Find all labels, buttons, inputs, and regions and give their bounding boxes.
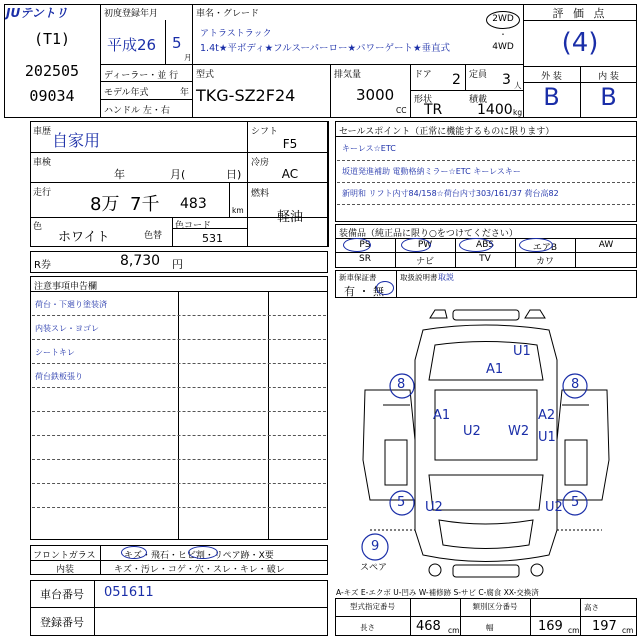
length: 468: [416, 619, 441, 634]
mileage-label: 走行: [33, 188, 52, 198]
type-value: TKG-SZ2F24: [196, 86, 296, 105]
equip-sr: SR: [359, 254, 371, 264]
abs-circle: [459, 238, 493, 252]
width-label: 幅: [486, 623, 494, 632]
capacity: 3: [502, 72, 511, 88]
chassis-label: 車台番号: [40, 588, 84, 601]
shift-label: シフト: [251, 127, 279, 137]
rating-score: (4): [561, 28, 599, 58]
equip-navi: ナビ: [415, 257, 434, 267]
interior-label-row: 内装: [55, 565, 74, 575]
lot-number: 09034: [29, 87, 75, 105]
warranty-value: 有 ・ 無: [344, 285, 384, 298]
equip-ps: PS: [359, 240, 371, 250]
manual: 取説: [438, 273, 454, 282]
yen-unit: 円: [172, 258, 183, 271]
month-unit: 月: [184, 53, 192, 62]
color-change-label: 色替: [144, 231, 163, 241]
height-label: 高さ: [584, 603, 599, 612]
usage-label: 車歴: [33, 127, 52, 137]
sales-point-1: キーレス☆ETC: [342, 144, 396, 153]
km-unit: km: [232, 206, 244, 215]
sales-points-title: セールスポイント（正常に機能するものに限ります）: [339, 127, 555, 137]
length-label: 長さ: [360, 623, 375, 632]
ps-circle: [343, 238, 371, 252]
pw-circle: [401, 238, 431, 252]
equip-leather: カワ: [535, 257, 554, 267]
airbag-circle: [519, 238, 553, 252]
height: 197: [592, 619, 617, 634]
damage-5-left: 5: [397, 495, 406, 510]
dealer-label: ディーラー・並 行: [104, 71, 179, 81]
damage-w2: W2: [508, 424, 530, 439]
damage-8-left: 8: [397, 377, 406, 392]
capacity-unit: 人: [514, 81, 522, 90]
note-1: 荷台・下廻り塗装済: [35, 300, 107, 309]
hibi-circle: [188, 546, 218, 559]
model-year-label: モデル年式: [104, 88, 149, 98]
damage-u2-left: U2: [425, 500, 443, 515]
shape: TR: [424, 102, 443, 118]
shift: F5: [282, 137, 298, 151]
inspection-label: 車検: [33, 158, 52, 168]
windshield-label: フロントガラス: [33, 551, 96, 561]
color-code: 531: [202, 232, 223, 245]
note-2: 内装スレ・ヨゴレ: [35, 324, 99, 333]
recycle: 8,730: [120, 253, 161, 269]
damage-u2-right: U2: [545, 500, 563, 515]
recycle-label: R券: [34, 260, 51, 271]
first-reg-label: 初度登録年月: [104, 9, 159, 19]
damage-a2: A2: [538, 408, 556, 423]
interior-label: 内 装: [598, 72, 619, 82]
displacement-label: 排気量: [334, 70, 362, 80]
date-code: 202505: [24, 62, 80, 80]
fuel-label: 燃料: [251, 189, 270, 199]
handle-label: ハンドル 左・右: [104, 106, 170, 116]
notes-title: 注意事項申告欄: [34, 282, 98, 292]
damage-5-right: 5: [571, 495, 580, 510]
rating-title: 評 価 点: [552, 7, 608, 20]
color: ホワイト: [58, 230, 110, 245]
spare-label: スペア: [360, 563, 388, 573]
usage: 自家用: [52, 131, 101, 150]
note-3: シートキレ: [35, 348, 75, 357]
equip-pw: PW: [417, 240, 433, 250]
windshield-value: キズ・飛石・ヒビ割・リペア跡・X要: [124, 551, 274, 561]
warranty-circle: [376, 281, 394, 295]
color-code-label: 色コード: [175, 221, 212, 231]
dot: ・: [499, 30, 507, 39]
interior-value: キズ・汚レ・コゲ・穴・スレ・キレ・破レ: [114, 565, 285, 575]
width-unit: cm: [568, 626, 580, 635]
type-label: 型式: [196, 70, 215, 80]
damage-u1-top: U1: [513, 344, 531, 359]
exterior-rating: B: [543, 83, 560, 111]
warranty-label: 新車保証書: [339, 273, 377, 282]
logo: JUテントリ: [6, 6, 68, 20]
car-name: アトラストラック: [200, 29, 272, 39]
mileage-man: 8万: [90, 194, 120, 215]
ac: AC: [281, 167, 299, 181]
cert-label: 型式指定番号: [350, 602, 395, 611]
sales-point-2: 坂道発進補助 電動格納ミラー☆ETC キーレスキー: [342, 167, 521, 176]
car-name-label: 車名・グレード: [196, 9, 260, 19]
grade: 1.4t★平ボディ★フルスーパーロー★パワーゲート★垂直式: [200, 43, 451, 54]
damage-9-spare: 9: [371, 539, 380, 554]
damage-8-right: 8: [571, 377, 580, 392]
month: 5: [172, 34, 182, 52]
cc-unit: CC: [396, 106, 407, 115]
damage-legend: A-キズ E-エクボ U-凹み W-補修跡 S-サビ C-腐食 XX-交換済: [336, 588, 539, 597]
vehicle-diagram: [335, 300, 637, 590]
fuel: 軽油: [276, 210, 303, 225]
drive-4wd: 4WD: [492, 42, 514, 52]
damage-a1-side: A1: [433, 408, 451, 423]
damage-u2-mid: U2: [463, 424, 481, 439]
damage-a1-top: A1: [486, 362, 504, 377]
year-unit: 年: [180, 88, 190, 98]
capacity-label: 定員: [469, 70, 488, 80]
equip-tv: TV: [479, 254, 491, 264]
mileage-sen: 7千: [130, 194, 160, 215]
interior-rating: B: [600, 83, 617, 111]
inspection-month-unit: 月(: [170, 168, 186, 181]
mileage-rest: 483: [180, 196, 207, 212]
manual-label: 取扱説明書: [400, 273, 438, 282]
damage-u1-side: U1: [538, 430, 556, 445]
era: 平成26: [107, 36, 157, 54]
inspection-day-unit: 日): [226, 168, 242, 181]
equipment-title: 装備品（純正品に限り○をつけてください）: [339, 229, 518, 239]
color-label: 色: [33, 222, 43, 232]
class-label: 類別区分番号: [472, 602, 518, 611]
inspection-year-unit: 年: [114, 168, 125, 181]
kizu-circle: [121, 546, 147, 559]
height-unit: cm: [622, 626, 634, 635]
chassis-value: 051611: [104, 585, 154, 600]
exterior-label: 外 装: [541, 72, 562, 82]
lot-code: (T1): [33, 30, 71, 48]
load: 1400: [477, 102, 513, 118]
door-label: ドア: [414, 70, 432, 80]
note-4: 荷台鉄板張り: [35, 372, 83, 381]
ac-label: 冷房: [251, 158, 270, 168]
load-label: 積載: [469, 95, 488, 105]
equip-aw: AW: [598, 240, 614, 250]
width: 169: [538, 619, 563, 634]
displacement: 3000: [356, 86, 395, 104]
drive-2wd: 2WD: [492, 14, 514, 24]
shape-label: 形状: [414, 95, 433, 105]
equip-airbag: エアB: [532, 243, 558, 253]
length-unit: cm: [448, 626, 460, 635]
load-unit: kg: [513, 108, 523, 117]
doors: 2: [452, 72, 461, 88]
equip-abs: ABS: [476, 240, 494, 250]
reg-label: 登録番号: [40, 616, 84, 629]
sales-point-3: 新明和 リフト内寸84/158☆荷台内寸303/161/37 荷台高82: [342, 189, 559, 198]
